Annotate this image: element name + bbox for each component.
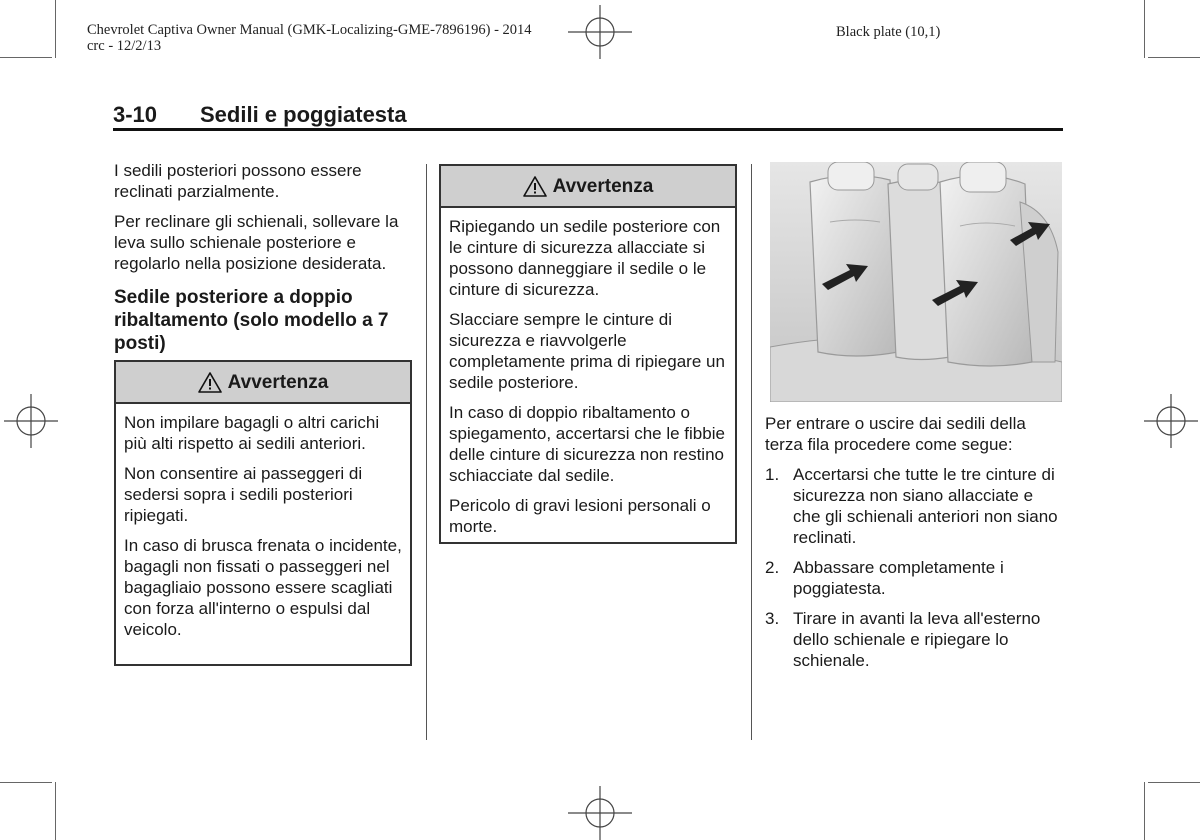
list-item [765, 557, 1065, 599]
paragraph: Per entrare o uscire dai sedili della terza fila procedere come segue: [765, 414, 1026, 454]
crop-mark [1144, 0, 1145, 58]
registration-crosshair-icon [4, 394, 58, 448]
list-item [765, 608, 1065, 671]
page-number: 3-10 [113, 102, 158, 127]
warning-header [116, 362, 410, 404]
registration-crosshair-icon [1144, 394, 1198, 448]
registration-crosshair-icon [568, 5, 632, 59]
registration-crosshair-icon [568, 786, 632, 840]
crop-mark [0, 57, 52, 58]
warning-box [439, 164, 737, 544]
step-number: 3. [765, 609, 780, 628]
warning-paragraph: In caso di doppio ribaltamento o spiegamento, accertarsi che le fibbie delle cinture di sicurezza non restino schiacciate dal sedile. [449, 403, 725, 485]
warning-paragraph: In caso di brusca frenata o incidente, bagagli non fissati o passeggeri nel bagagliaio possono essere scagliati con forza all'interno o espulsi dal veicolo. [124, 536, 402, 639]
column-divider [751, 164, 752, 740]
plate-label: Black plate (10,1) [836, 24, 941, 40]
warning-triangle-icon [198, 372, 222, 393]
warning-paragraph: Slacciare sempre le cinture di sicurezza e riavvolgerle completamente prima di ripiegare un sedile posteriore. [449, 310, 725, 392]
paragraph: I sedili posteriori possono essere reclinati parzialmente. [114, 161, 362, 201]
warning-title: Avvertenza [227, 371, 329, 393]
crop-mark [1144, 782, 1145, 840]
page-title: Sedili e poggiatesta [200, 102, 407, 127]
step-number: 1. [765, 465, 780, 484]
crop-mark [55, 0, 56, 58]
warning-paragraph: Non consentire ai passeggeri di sedersi sopra i sedili posteriori ripiegati. [124, 464, 363, 525]
warning-paragraph: Ripiegando un sedile posteriore con le cinture di sicurezza allacciate si possono danneggiare il sedile o le cinture di sicurezza. [449, 217, 721, 299]
column-3 [765, 413, 1065, 680]
rear-seat-illustration [770, 162, 1062, 402]
step-text: Tirare in avanti la leva all'esterno dello schienale e ripiegare lo schienale. [793, 609, 1041, 670]
step-number: 2. [765, 558, 780, 577]
warning-title: Avvertenza [552, 175, 654, 197]
crop-mark [0, 782, 52, 783]
warning-paragraph: Non impilare bagagli o altri carichi più alti rispetto ai sedili anteriori. [124, 413, 380, 453]
column-divider [426, 164, 427, 740]
crop-mark [1148, 57, 1200, 58]
warning-box [114, 360, 412, 666]
title-rule [113, 128, 1063, 131]
list-item [765, 464, 1065, 548]
warning-paragraph: Pericolo di gravi lesioni personali o morte. [449, 496, 711, 536]
warning-triangle-icon [523, 176, 547, 197]
crop-mark [55, 782, 56, 840]
print-header-line1: Chevrolet Captiva Owner Manual (GMK-Localizing-GME-7896196) - 2014 [87, 22, 532, 38]
print-header-line2: crc - 12/2/13 [87, 38, 162, 54]
warning-body [116, 404, 410, 651]
step-text: Accertarsi che tutte le tre cinture di sicurezza non siano allacciate e che gli schienali anteriori non siano reclinati. [793, 465, 1058, 547]
warning-body [441, 208, 735, 548]
step-text: Abbassare completamente i poggiatesta. [793, 558, 1004, 598]
crop-mark [1148, 782, 1200, 783]
warning-header [441, 166, 735, 208]
section-heading: Sedile posteriore a doppio ribaltamento (solo modello a 7 posti) [114, 287, 389, 354]
column-1 [114, 160, 412, 368]
paragraph: Per reclinare gli schienali, sollevare la leva sullo schienale posteriore e regolarlo nella posizione desiderata. [114, 212, 399, 273]
steps-list [765, 464, 1065, 671]
